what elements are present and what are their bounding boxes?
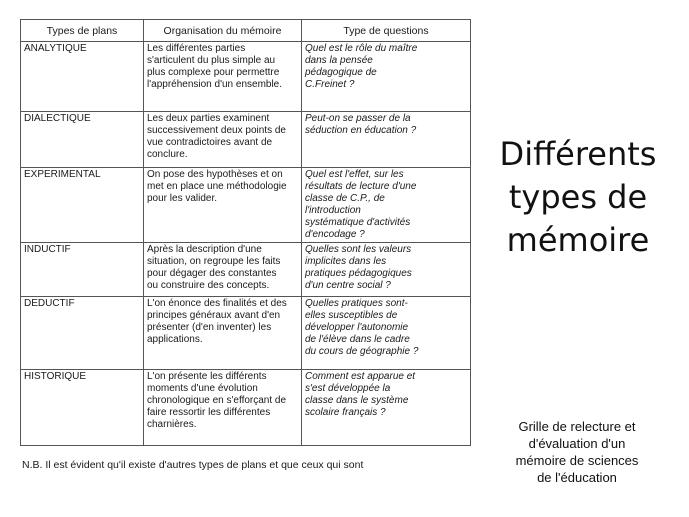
organisation-line: principes généraux avant d'en — [147, 310, 281, 321]
header-types-de-plans: Types de plans — [21, 20, 144, 42]
organisation-cell — [144, 297, 302, 370]
question-line: Peut-on se passer de la — [305, 113, 411, 124]
organisation-line: chronologique en s'efforçant de — [147, 395, 287, 406]
title-line: mémoire — [506, 221, 650, 259]
question-line: scolaire français ? — [305, 407, 386, 418]
organisation-line: situation, on regroupe les faits — [147, 256, 281, 267]
organisation-line: s'articulent du plus simple au — [147, 55, 276, 66]
question-line: classe de C.P., de — [305, 193, 385, 204]
question-line: développer l'autonomie — [305, 322, 409, 333]
table-row — [21, 168, 471, 243]
question-line: résultats de lecture d'une — [305, 181, 417, 192]
organisation-cell — [144, 42, 302, 112]
table-header-row — [21, 20, 471, 42]
organisation-cell — [144, 112, 302, 168]
table-row — [21, 297, 471, 370]
plan-type-cell: ANALYTIQUE — [21, 42, 144, 112]
question-cell — [302, 297, 471, 370]
question-line: de l'élève dans le cadre — [305, 334, 410, 345]
table-row — [21, 243, 471, 297]
question-cell — [302, 243, 471, 297]
question-line: Quelles sont les valeurs — [305, 244, 412, 255]
question-cell — [302, 370, 471, 446]
organisation-line: met en place une méthodologie — [147, 181, 287, 192]
question-line: implicites dans les — [305, 256, 387, 267]
organisation-line: applications. — [147, 334, 203, 345]
organisation-line: successivement deux points de — [147, 125, 286, 136]
subtitle-line: mémoire de sciences — [515, 453, 639, 468]
question-cell — [302, 42, 471, 112]
organisation-cell — [144, 370, 302, 446]
plan-type-cell: INDUCTIF — [21, 243, 144, 297]
organisation-line: pour dégager des constantes — [147, 268, 277, 279]
question-line: classe dans le système — [305, 395, 409, 406]
question-line: Quelles pratiques sont- — [305, 298, 408, 309]
organisation-line: pour les valider. — [147, 193, 218, 204]
organisation-line: L'on énonce des finalités et des — [147, 298, 287, 309]
organisation-line: Les deux parties examinent — [147, 113, 270, 124]
organisation-line: plus complexe pour permettre — [147, 67, 280, 78]
question-line: Quel est l'effet, sur les — [305, 169, 404, 180]
question-line: elles susceptibles de — [305, 310, 398, 321]
plan-type-cell: EXPERIMENTAL — [21, 168, 144, 243]
slide-subtitle — [488, 418, 666, 486]
table-row — [21, 42, 471, 112]
organisation-line: l'appréhension d'un ensemble. — [147, 79, 283, 90]
question-cell — [302, 112, 471, 168]
question-line: Quel est le rôle du maître — [305, 43, 418, 54]
organisation-line: On pose des hypothèses et on — [147, 169, 283, 180]
question-line: pratiques pédagogiques — [305, 268, 412, 279]
table-row — [21, 370, 471, 446]
question-line: Comment est apparue et — [305, 371, 416, 382]
organisation-line: L'on présente les différents — [147, 371, 267, 382]
organisation-line: présenter (d'en inventer) les — [147, 322, 272, 333]
plan-type-cell: HISTORIQUE — [21, 370, 144, 446]
slide-title — [478, 133, 678, 262]
subtitle-line: Grille de relecture et — [518, 419, 636, 434]
question-line: s'est développée la — [305, 383, 391, 394]
question-line: d'encodage ? — [305, 229, 365, 240]
subtitle-line: de l'éducation — [537, 470, 617, 485]
organisation-cell — [144, 168, 302, 243]
question-line: systématique d'activités — [305, 217, 411, 228]
question-line: l'introduction — [305, 205, 361, 216]
question-line: d'un centre social ? — [305, 280, 391, 291]
footnote: N.B. Il est évident qu'il existe d'autres types de plans et que ceux qui sont — [22, 459, 364, 471]
organisation-line: ou construire des concepts. — [147, 280, 270, 291]
question-cell — [302, 168, 471, 243]
organisation-line: moments d'une évolution — [147, 383, 258, 394]
question-line: du cours de géographie ? — [305, 346, 419, 357]
title-line: Différents — [499, 135, 657, 173]
question-line: séduction en éducation ? — [305, 125, 417, 136]
organisation-line: conclure. — [147, 149, 188, 160]
subtitle-line: d'évaluation d'un — [528, 436, 626, 451]
table-row — [21, 112, 471, 168]
plan-type-cell: DIALECTIQUE — [21, 112, 144, 168]
header-type-de-questions: Type de questions — [302, 20, 471, 42]
question-line: dans la pensée — [305, 55, 373, 66]
title-line: types de — [508, 178, 648, 216]
plan-type-cell: DEDUCTIF — [21, 297, 144, 370]
organisation-line: charnières. — [147, 419, 197, 430]
organisation-line: Après la description d'une — [147, 244, 262, 255]
organisation-cell — [144, 243, 302, 297]
organisation-line: vue contradictoires avant de — [147, 137, 273, 148]
plans-table — [20, 19, 471, 446]
organisation-line: Les différentes parties — [147, 43, 246, 54]
header-organisation: Organisation du mémoire — [144, 20, 302, 42]
organisation-line: faire ressortir les différentes — [147, 407, 271, 418]
question-line: pédagogique de — [305, 67, 377, 78]
question-line: C.Freinet ? — [305, 79, 355, 90]
